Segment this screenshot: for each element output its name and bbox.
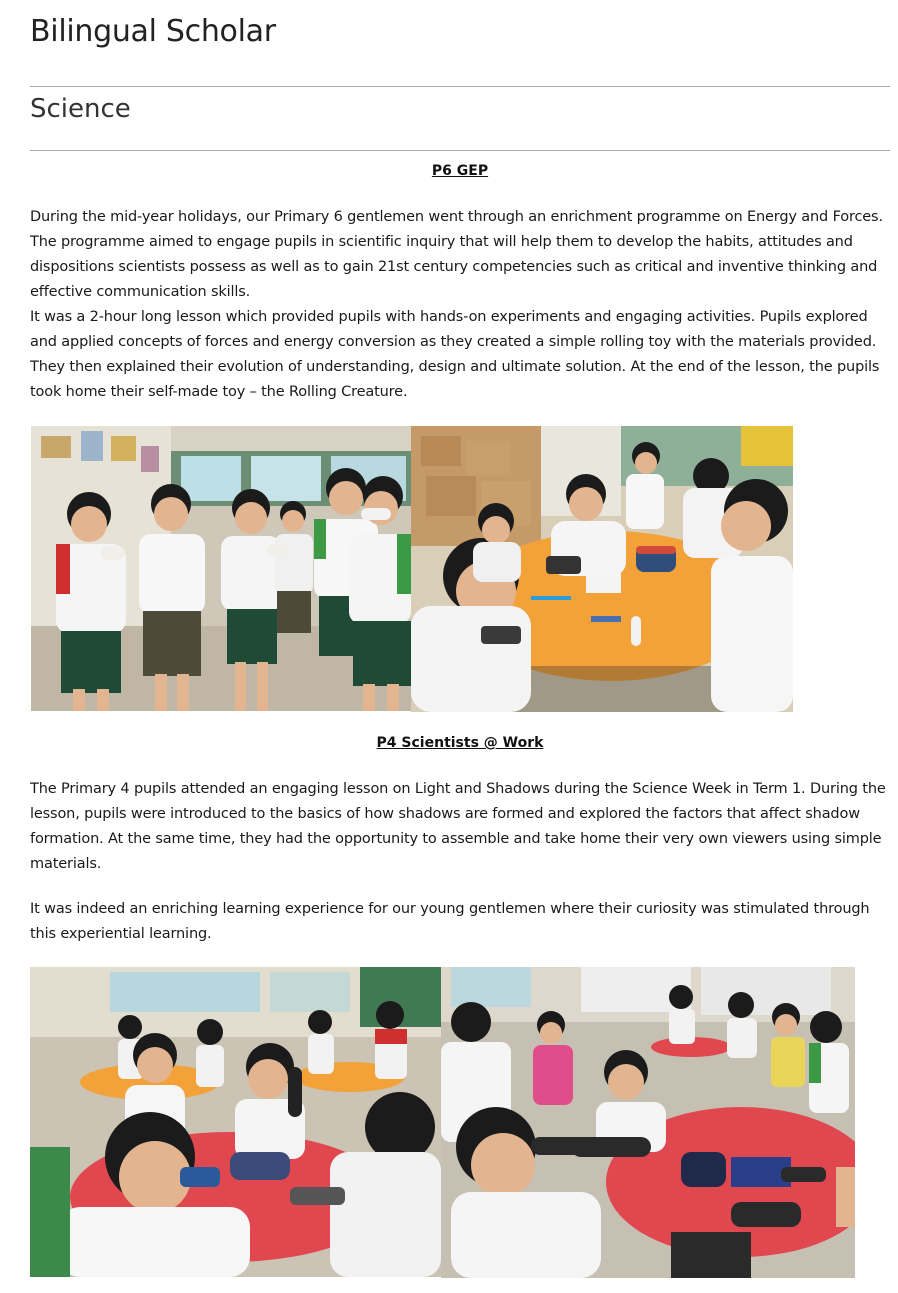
photo-classroom-red-tables-2	[441, 967, 855, 1278]
article-paragraph: It was indeed an enriching learning experience for our young gentlemen where their curiosity was stimulated through this experiential learning.	[30, 901, 870, 942]
divider	[30, 86, 890, 87]
article-heading-p4-scientists: P4 Scientists @ Work	[376, 735, 544, 751]
divider	[30, 150, 890, 151]
article-paragraph: It was a 2-hour long lesson which provided pupils with hands-on experiments and engaging activities. Pupils explored and applied concepts of forces and energy conversion as they created a simple rolling toy with the materials provided. They then explained their evolution of understanding, design and ultimate solution. At the end of the lesson, the pupils took home their self-made toy – the Rolling Creature.	[30, 309, 880, 400]
photo-pupils-at-table	[411, 426, 793, 712]
article-paragraph: The Primary 4 pupils attended an engaging lesson on Light and Shadows during the Science Week in Term 1. During the lesson, pupils were introduced to the basics of how shadows are formed and explored the factors that affect shadow formation. At the same time, they had the opportunity to assemble and take home their very own viewers using simple materials.	[30, 781, 886, 872]
section-title: Science	[30, 94, 131, 124]
photo-classroom-red-tables-1	[30, 967, 441, 1277]
photo-pupils-holding-toys	[31, 426, 411, 711]
article-paragraph: During the mid-year holidays, our Primary 6 gentlemen went through an enrichment programme on Energy and Forces. The programme aimed to engage pupils in scientific inquiry that will help them to develop the habits, attitudes and dispositions scientists possess as well as to gain 21st century competencies such as critical and inventive thinking and effective communication skills.	[30, 209, 883, 300]
article-heading-p6-gep: P6 GEP	[431, 163, 489, 179]
site-title[interactable]: Bilingual Scholar	[30, 14, 276, 49]
